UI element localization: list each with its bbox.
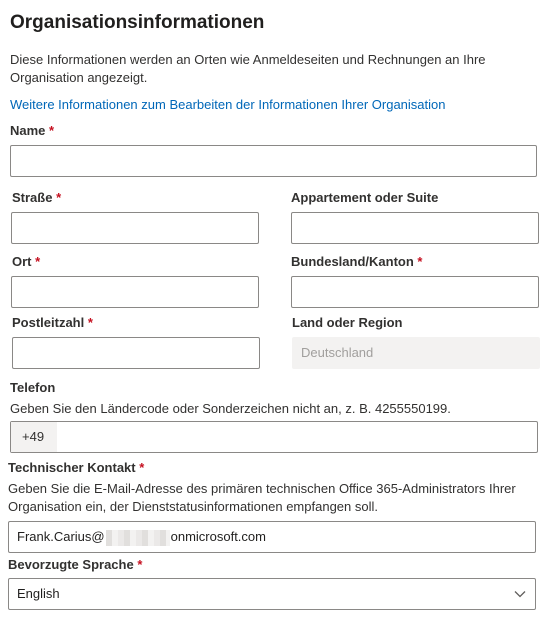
city-label [12, 254, 40, 269]
language-label-text: Bevorzugte Sprache [8, 557, 134, 572]
page-description: Diese Informationen werden an Orten wie Anmeldeseiten und Rechnungen an Ihre Organisation angezeigt. [10, 52, 486, 85]
country-code-prefix: +49 [11, 422, 57, 452]
required-marker: * [417, 254, 423, 269]
tech-contact-label-text: Technischer Kontakt [8, 460, 136, 475]
tech-contact-label [8, 460, 144, 475]
state-label-text: Bundesland/Kanton [291, 254, 414, 269]
street-label [12, 190, 61, 205]
redacted-block [106, 530, 170, 546]
street-label-text: Straße [12, 190, 53, 205]
required-marker: * [49, 123, 55, 138]
apartment-label-text: Appartement oder Suite [291, 190, 439, 205]
required-marker: * [87, 315, 93, 330]
country-field [292, 337, 540, 369]
phone-label-text: Telefon [10, 380, 56, 395]
city-input[interactable] [11, 276, 259, 308]
apartment-input[interactable] [291, 212, 539, 244]
state-label [291, 254, 422, 269]
street-input[interactable] [11, 212, 259, 244]
required-marker: * [137, 557, 143, 572]
postal-input[interactable] [12, 337, 260, 369]
page-title: Organisationsinformationen [10, 12, 265, 33]
postal-label [12, 315, 93, 330]
phone-help: Geben Sie den Ländercode oder Sonderzeichen nicht an, z. B. 4255550199. [10, 401, 451, 416]
tech-contact-help: Geben Sie die E-Mail-Adresse des primären technischen Office 365-Administrators Ihrer Organisation ein, der Dienststatusinformationen empfangen soll. [8, 481, 516, 514]
state-input[interactable] [291, 276, 539, 308]
phone-input[interactable] [10, 421, 538, 453]
email-local-part: Frank.Carius@ [17, 529, 105, 544]
required-marker: * [56, 190, 62, 205]
required-marker: * [35, 254, 41, 269]
country-value: Deutschland [301, 345, 374, 360]
postal-label-text: Postleitzahl [12, 315, 85, 330]
required-marker: * [139, 460, 145, 475]
name-label-text: Name [10, 123, 46, 138]
country-label [292, 315, 403, 330]
tech-contact-value [17, 522, 266, 552]
city-label-text: Ort [12, 254, 32, 269]
country-label-text: Land oder Region [292, 315, 403, 330]
language-label [8, 557, 142, 572]
language-select[interactable] [8, 578, 536, 610]
chevron-down-icon[interactable] [513, 587, 527, 601]
name-input[interactable] [10, 145, 537, 177]
name-label [10, 123, 54, 138]
phone-label [10, 380, 55, 395]
learn-more-link[interactable]: Weitere Informationen zum Bearbeiten der Informationen Ihrer Organisation [10, 97, 446, 112]
tech-contact-input[interactable] [8, 521, 536, 553]
email-domain-suffix: onmicrosoft.com [170, 529, 266, 544]
apartment-label [291, 190, 438, 205]
language-value: English [17, 586, 60, 601]
